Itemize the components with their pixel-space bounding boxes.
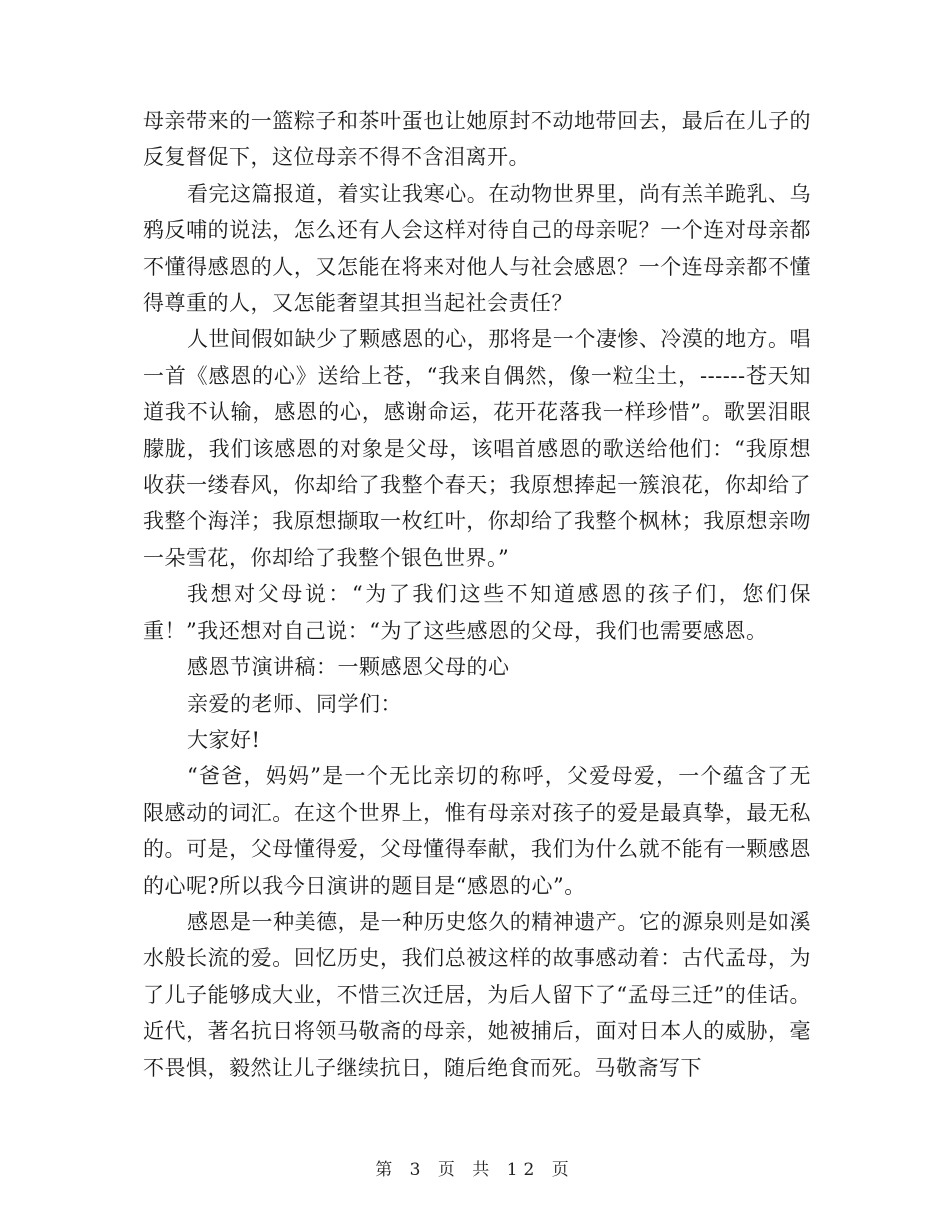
paragraph-1: 母亲带来的一篮粽子和茶叶蛋也让她原封不动地带回去，最后在儿子的反复督促下，这位母亲不得不含泪离开。	[143, 109, 811, 170]
greeting: 大家好!	[187, 727, 261, 752]
paragraph-9: 感恩是一种美德，是一种历史悠久的精神遗产。它的源泉则是如溪水般长流的爱。回忆历史，我们总被这样的故事感动着：古代孟母，为了儿子能够成大业，不惜三次迁居，为后人留下了“孟母三迁”的佳话。近代，著名抗日将领马敬斋的母亲，她被捕后，面对日本人的威胁，毫不畏惧，毅然让儿子继续抗日，随后绝食而死。马敬斋写下	[143, 909, 811, 1080]
paragraph-2: 看完这篇报道，着实让我寒心。在动物世界里，尚有羔羊跪乳、乌鸦反哺的说法，怎么还有人会这样对待自己的母亲呢？一个连对母亲都不懂得感恩的人，又怎能在将来对他人与社会感恩？一个连母亲都不懂得尊重的人，又怎能奢望其担当起社会责任？	[143, 181, 811, 316]
salutation: 亲爱的老师、同学们：	[187, 691, 402, 716]
page-number-footer: 第 3 页 共 12 页	[375, 1160, 575, 1180]
document-body	[143, 103, 811, 1086]
paragraph-4: 我想对父母说：“为了我们这些不知道感恩的孩子们，您们保重！”我还想对自己说：“为了这些感恩的父母，我们也需要感恩。	[143, 582, 811, 643]
section-title: 感恩节演讲稿：一颗感恩父母的心	[187, 655, 510, 680]
paragraph-3: 人世间假如缺少了颗感恩的心，那将是一个凄惨、冷漠的地方。唱一首《感恩的心》送给上苍，“我来自偶然，像一粒尘土，------苍天知道我不认输，感恩的心，感谢命运，花开花落我一样珍惜”。歌罢泪眼朦胧，我们该感恩的对象是父母，该唱首感恩的歌送给他们：“我原想收获一缕春风，你却给了我整个春天；我原想捧起一簇浪花，你却给了我整个海洋；我原想撷取一枚红叶，你却给了我整个枫林；我原想亲吻一朵雪花，你却给了我整个银色世界。”	[143, 327, 811, 570]
paragraph-8: “爸爸，妈妈”是一个无比亲切的称呼，父爱母爱，一个蕴含了无限感动的词汇。在这个世界上，惟有母亲对孩子的爱是最真挚，最无私的。可是，父母懂得爱，父母懂得奉献，我们为什么就不能有一颗感恩的心呢?所以我今日演讲的题目是“感恩的心”。	[143, 764, 811, 898]
